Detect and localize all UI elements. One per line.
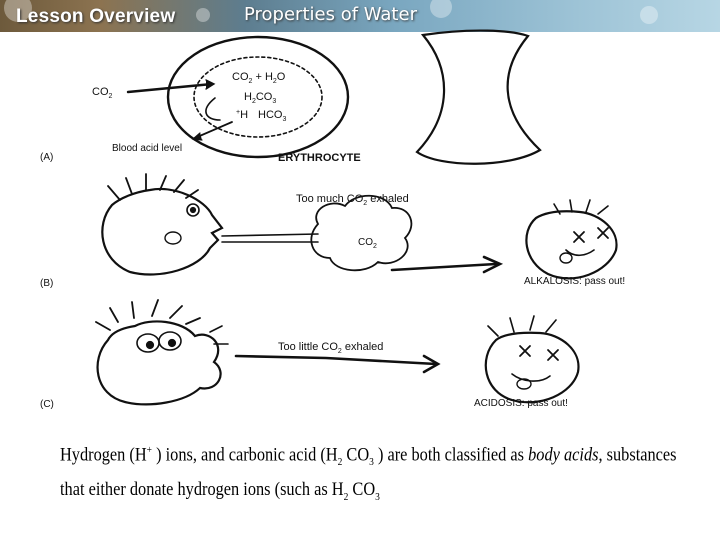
erythrocyte-label: ERYTHROCYTE [278, 152, 361, 164]
fainted-face-b [526, 211, 616, 278]
alkalosis-label: ALKALOSIS: pass out! [524, 276, 626, 287]
too-much-label: Too much $CO_2$ exhaled [296, 193, 409, 207]
reaction-line-3: +H $HCO_3$ [236, 109, 287, 123]
head-b [102, 189, 222, 274]
acidosis-label: ACIDOSIS: pass out! [474, 398, 568, 409]
cheek-b [165, 232, 181, 244]
reaction-line-2: $H_2CO_3$ [244, 91, 277, 105]
marker-c: (C) [40, 399, 54, 410]
marker-b: (B) [40, 278, 54, 289]
co2-cloud [311, 196, 411, 271]
caption-line-1: Hydrogen (H+ ) ions, and carbonic acid ($H_2$ $CO_3$ ) are both classified as body acids, substances [60, 444, 677, 469]
lesson-overview-title: Lesson Overview [16, 6, 176, 27]
head-c [98, 321, 221, 404]
too-little-label: Too little $CO_2$ exhaled [278, 341, 384, 355]
cloud-co2-label: $CO_2$ [358, 237, 377, 250]
marker-a: (A) [40, 152, 54, 163]
caption-line-2: that either donate hydrogen ions (such as $H_2$ $CO_3$ [60, 479, 380, 503]
svg-text:CO2: $CO_2$ [92, 86, 113, 100]
erythrocyte-side-view [417, 31, 540, 164]
fainted-face-c [486, 333, 579, 403]
reaction-line-1: $CO_2 + H_2O$ [232, 71, 286, 85]
blood-acid-label: Blood acid level [112, 143, 183, 154]
topic-title: Properties of Water [244, 4, 417, 25]
caption-text [60, 437, 677, 511]
